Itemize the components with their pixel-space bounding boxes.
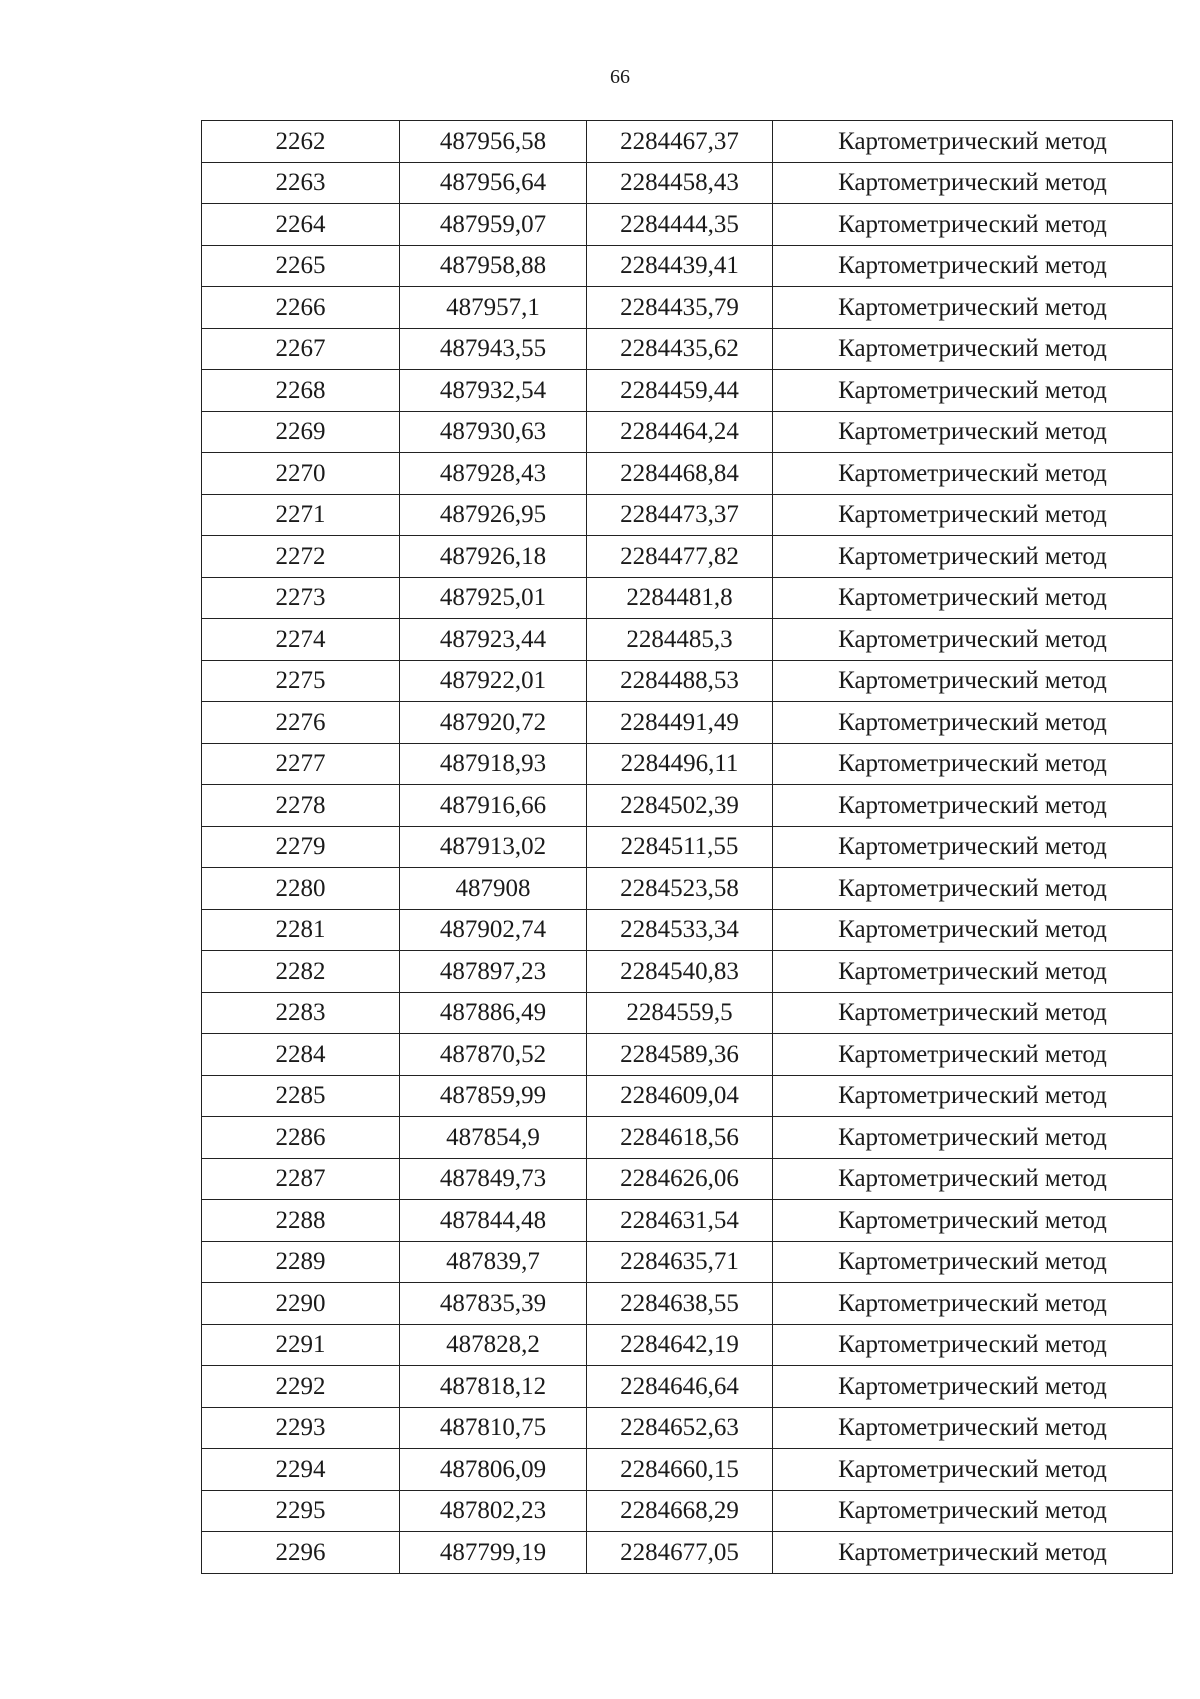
method-cell: Картометрический метод [773, 245, 1173, 287]
method-cell: Картометрический метод [773, 328, 1173, 370]
point-number-cell: 2285 [202, 1075, 400, 1117]
y-coordinate-cell: 2284467,37 [587, 121, 773, 163]
y-coordinate-cell: 2284439,41 [587, 245, 773, 287]
method-cell: Картометрический метод [773, 536, 1173, 578]
point-number-cell: 2266 [202, 287, 400, 329]
method-cell: Картометрический метод [773, 1075, 1173, 1117]
method-cell: Картометрический метод [773, 1241, 1173, 1283]
table-row [202, 1532, 1173, 1574]
table-row [202, 328, 1173, 370]
method-cell: Картометрический метод [773, 411, 1173, 453]
y-coordinate-cell: 2284559,5 [587, 992, 773, 1034]
y-coordinate-cell: 2284660,15 [587, 1449, 773, 1491]
point-number-cell: 2276 [202, 702, 400, 744]
point-number-cell: 2280 [202, 868, 400, 910]
point-number-cell: 2293 [202, 1407, 400, 1449]
point-number-cell: 2279 [202, 826, 400, 868]
y-coordinate-cell: 2284589,36 [587, 1034, 773, 1076]
x-coordinate-cell: 487806,09 [400, 1449, 587, 1491]
x-coordinate-cell: 487959,07 [400, 204, 587, 246]
table-row [202, 453, 1173, 495]
point-number-cell: 2292 [202, 1366, 400, 1408]
table-row [202, 411, 1173, 453]
x-coordinate-cell: 487932,54 [400, 370, 587, 412]
y-coordinate-cell: 2284668,29 [587, 1490, 773, 1532]
y-coordinate-cell: 2284533,34 [587, 909, 773, 951]
x-coordinate-cell: 487916,66 [400, 785, 587, 827]
method-cell: Картометрический метод [773, 1407, 1173, 1449]
x-coordinate-cell: 487802,23 [400, 1490, 587, 1532]
method-cell: Картометрический метод [773, 204, 1173, 246]
y-coordinate-cell: 2284458,43 [587, 162, 773, 204]
x-coordinate-cell: 487943,55 [400, 328, 587, 370]
x-coordinate-cell: 487957,1 [400, 287, 587, 329]
y-coordinate-cell: 2284631,54 [587, 1200, 773, 1242]
y-coordinate-cell: 2284496,11 [587, 743, 773, 785]
y-coordinate-cell: 2284638,55 [587, 1283, 773, 1325]
x-coordinate-cell: 487859,99 [400, 1075, 587, 1117]
table-row [202, 868, 1173, 910]
y-coordinate-cell: 2284473,37 [587, 494, 773, 536]
y-coordinate-cell: 2284652,63 [587, 1407, 773, 1449]
method-cell: Картометрический метод [773, 370, 1173, 412]
method-cell: Картометрический метод [773, 868, 1173, 910]
x-coordinate-cell: 487854,9 [400, 1117, 587, 1159]
table-row [202, 743, 1173, 785]
method-cell: Картометрический метод [773, 909, 1173, 951]
table-row [202, 1324, 1173, 1366]
table-row [202, 494, 1173, 536]
x-coordinate-cell: 487923,44 [400, 619, 587, 661]
x-coordinate-cell: 487925,01 [400, 577, 587, 619]
method-cell: Картометрический метод [773, 162, 1173, 204]
y-coordinate-cell: 2284459,44 [587, 370, 773, 412]
point-number-cell: 2288 [202, 1200, 400, 1242]
y-coordinate-cell: 2284435,62 [587, 328, 773, 370]
method-cell: Картометрический метод [773, 453, 1173, 495]
x-coordinate-cell: 487956,58 [400, 121, 587, 163]
point-number-cell: 2269 [202, 411, 400, 453]
method-cell: Картометрический метод [773, 660, 1173, 702]
y-coordinate-cell: 2284609,04 [587, 1075, 773, 1117]
x-coordinate-cell: 487918,93 [400, 743, 587, 785]
method-cell: Картометрический метод [773, 1532, 1173, 1574]
table-row [202, 204, 1173, 246]
method-cell: Картометрический метод [773, 785, 1173, 827]
x-coordinate-cell: 487926,95 [400, 494, 587, 536]
y-coordinate-cell: 2284626,06 [587, 1158, 773, 1200]
method-cell: Картометрический метод [773, 287, 1173, 329]
y-coordinate-cell: 2284464,24 [587, 411, 773, 453]
y-coordinate-cell: 2284435,79 [587, 287, 773, 329]
table-row [202, 992, 1173, 1034]
point-number-cell: 2264 [202, 204, 400, 246]
x-coordinate-cell: 487886,49 [400, 992, 587, 1034]
x-coordinate-cell: 487928,43 [400, 453, 587, 495]
method-cell: Картометрический метод [773, 121, 1173, 163]
table-row [202, 1075, 1173, 1117]
table-row [202, 619, 1173, 661]
point-number-cell: 2294 [202, 1449, 400, 1491]
x-coordinate-cell: 487810,75 [400, 1407, 587, 1449]
point-number-cell: 2289 [202, 1241, 400, 1283]
y-coordinate-cell: 2284540,83 [587, 951, 773, 993]
y-coordinate-cell: 2284485,3 [587, 619, 773, 661]
method-cell: Картометрический метод [773, 743, 1173, 785]
x-coordinate-cell: 487870,52 [400, 1034, 587, 1076]
x-coordinate-cell: 487828,2 [400, 1324, 587, 1366]
x-coordinate-cell: 487835,39 [400, 1283, 587, 1325]
x-coordinate-cell: 487920,72 [400, 702, 587, 744]
point-number-cell: 2268 [202, 370, 400, 412]
x-coordinate-cell: 487818,12 [400, 1366, 587, 1408]
table-row [202, 1366, 1173, 1408]
table-row [202, 287, 1173, 329]
point-number-cell: 2275 [202, 660, 400, 702]
x-coordinate-cell: 487926,18 [400, 536, 587, 578]
table-row [202, 702, 1173, 744]
y-coordinate-cell: 2284642,19 [587, 1324, 773, 1366]
method-cell: Картометрический метод [773, 1117, 1173, 1159]
point-number-cell: 2281 [202, 909, 400, 951]
x-coordinate-cell: 487922,01 [400, 660, 587, 702]
page-number: 66 [610, 66, 630, 88]
x-coordinate-cell: 487844,48 [400, 1200, 587, 1242]
y-coordinate-cell: 2284618,56 [587, 1117, 773, 1159]
method-cell: Картометрический метод [773, 1283, 1173, 1325]
point-number-cell: 2283 [202, 992, 400, 1034]
x-coordinate-cell: 487849,73 [400, 1158, 587, 1200]
table-row [202, 1283, 1173, 1325]
table-row [202, 660, 1173, 702]
x-coordinate-cell: 487930,63 [400, 411, 587, 453]
y-coordinate-cell: 2284523,58 [587, 868, 773, 910]
table-row [202, 826, 1173, 868]
point-number-cell: 2270 [202, 453, 400, 495]
point-number-cell: 2262 [202, 121, 400, 163]
point-number-cell: 2291 [202, 1324, 400, 1366]
table-row [202, 785, 1173, 827]
method-cell: Картометрический метод [773, 1366, 1173, 1408]
x-coordinate-cell: 487897,23 [400, 951, 587, 993]
y-coordinate-cell: 2284468,84 [587, 453, 773, 495]
table-row [202, 1117, 1173, 1159]
table-row [202, 1200, 1173, 1242]
x-coordinate-cell: 487799,19 [400, 1532, 587, 1574]
coordinates-table-body [202, 121, 1173, 1574]
y-coordinate-cell: 2284444,35 [587, 204, 773, 246]
method-cell: Картометрический метод [773, 1034, 1173, 1076]
y-coordinate-cell: 2284635,71 [587, 1241, 773, 1283]
table-row [202, 577, 1173, 619]
table-row [202, 1158, 1173, 1200]
method-cell: Картометрический метод [773, 619, 1173, 661]
table-row [202, 1241, 1173, 1283]
point-number-cell: 2278 [202, 785, 400, 827]
table-row [202, 370, 1173, 412]
table-row [202, 909, 1173, 951]
point-number-cell: 2272 [202, 536, 400, 578]
point-number-cell: 2271 [202, 494, 400, 536]
point-number-cell: 2286 [202, 1117, 400, 1159]
x-coordinate-cell: 487839,7 [400, 1241, 587, 1283]
method-cell: Картометрический метод [773, 826, 1173, 868]
point-number-cell: 2287 [202, 1158, 400, 1200]
table-row [202, 1449, 1173, 1491]
table-row [202, 1407, 1173, 1449]
x-coordinate-cell: 487958,88 [400, 245, 587, 287]
y-coordinate-cell: 2284502,39 [587, 785, 773, 827]
x-coordinate-cell: 487902,74 [400, 909, 587, 951]
method-cell: Картометрический метод [773, 1200, 1173, 1242]
table-row [202, 121, 1173, 163]
point-number-cell: 2267 [202, 328, 400, 370]
y-coordinate-cell: 2284491,49 [587, 702, 773, 744]
table-row [202, 245, 1173, 287]
table-row [202, 162, 1173, 204]
y-coordinate-cell: 2284646,64 [587, 1366, 773, 1408]
y-coordinate-cell: 2284477,82 [587, 536, 773, 578]
point-number-cell: 2284 [202, 1034, 400, 1076]
method-cell: Картометрический метод [773, 1449, 1173, 1491]
method-cell: Картометрический метод [773, 1490, 1173, 1532]
x-coordinate-cell: 487908 [400, 868, 587, 910]
y-coordinate-cell: 2284488,53 [587, 660, 773, 702]
y-coordinate-cell: 2284511,55 [587, 826, 773, 868]
method-cell: Картометрический метод [773, 1158, 1173, 1200]
x-coordinate-cell: 487956,64 [400, 162, 587, 204]
method-cell: Картометрический метод [773, 1324, 1173, 1366]
y-coordinate-cell: 2284677,05 [587, 1532, 773, 1574]
point-number-cell: 2277 [202, 743, 400, 785]
y-coordinate-cell: 2284481,8 [587, 577, 773, 619]
point-number-cell: 2282 [202, 951, 400, 993]
point-number-cell: 2263 [202, 162, 400, 204]
point-number-cell: 2265 [202, 245, 400, 287]
x-coordinate-cell: 487913,02 [400, 826, 587, 868]
method-cell: Картометрический метод [773, 494, 1173, 536]
point-number-cell: 2273 [202, 577, 400, 619]
coordinates-table [201, 120, 1173, 1574]
point-number-cell: 2296 [202, 1532, 400, 1574]
method-cell: Картометрический метод [773, 992, 1173, 1034]
point-number-cell: 2274 [202, 619, 400, 661]
table-row [202, 536, 1173, 578]
table-row [202, 1490, 1173, 1532]
method-cell: Картометрический метод [773, 577, 1173, 619]
method-cell: Картометрический метод [773, 702, 1173, 744]
table-row [202, 951, 1173, 993]
table-row [202, 1034, 1173, 1076]
method-cell: Картометрический метод [773, 951, 1173, 993]
point-number-cell: 2295 [202, 1490, 400, 1532]
point-number-cell: 2290 [202, 1283, 400, 1325]
